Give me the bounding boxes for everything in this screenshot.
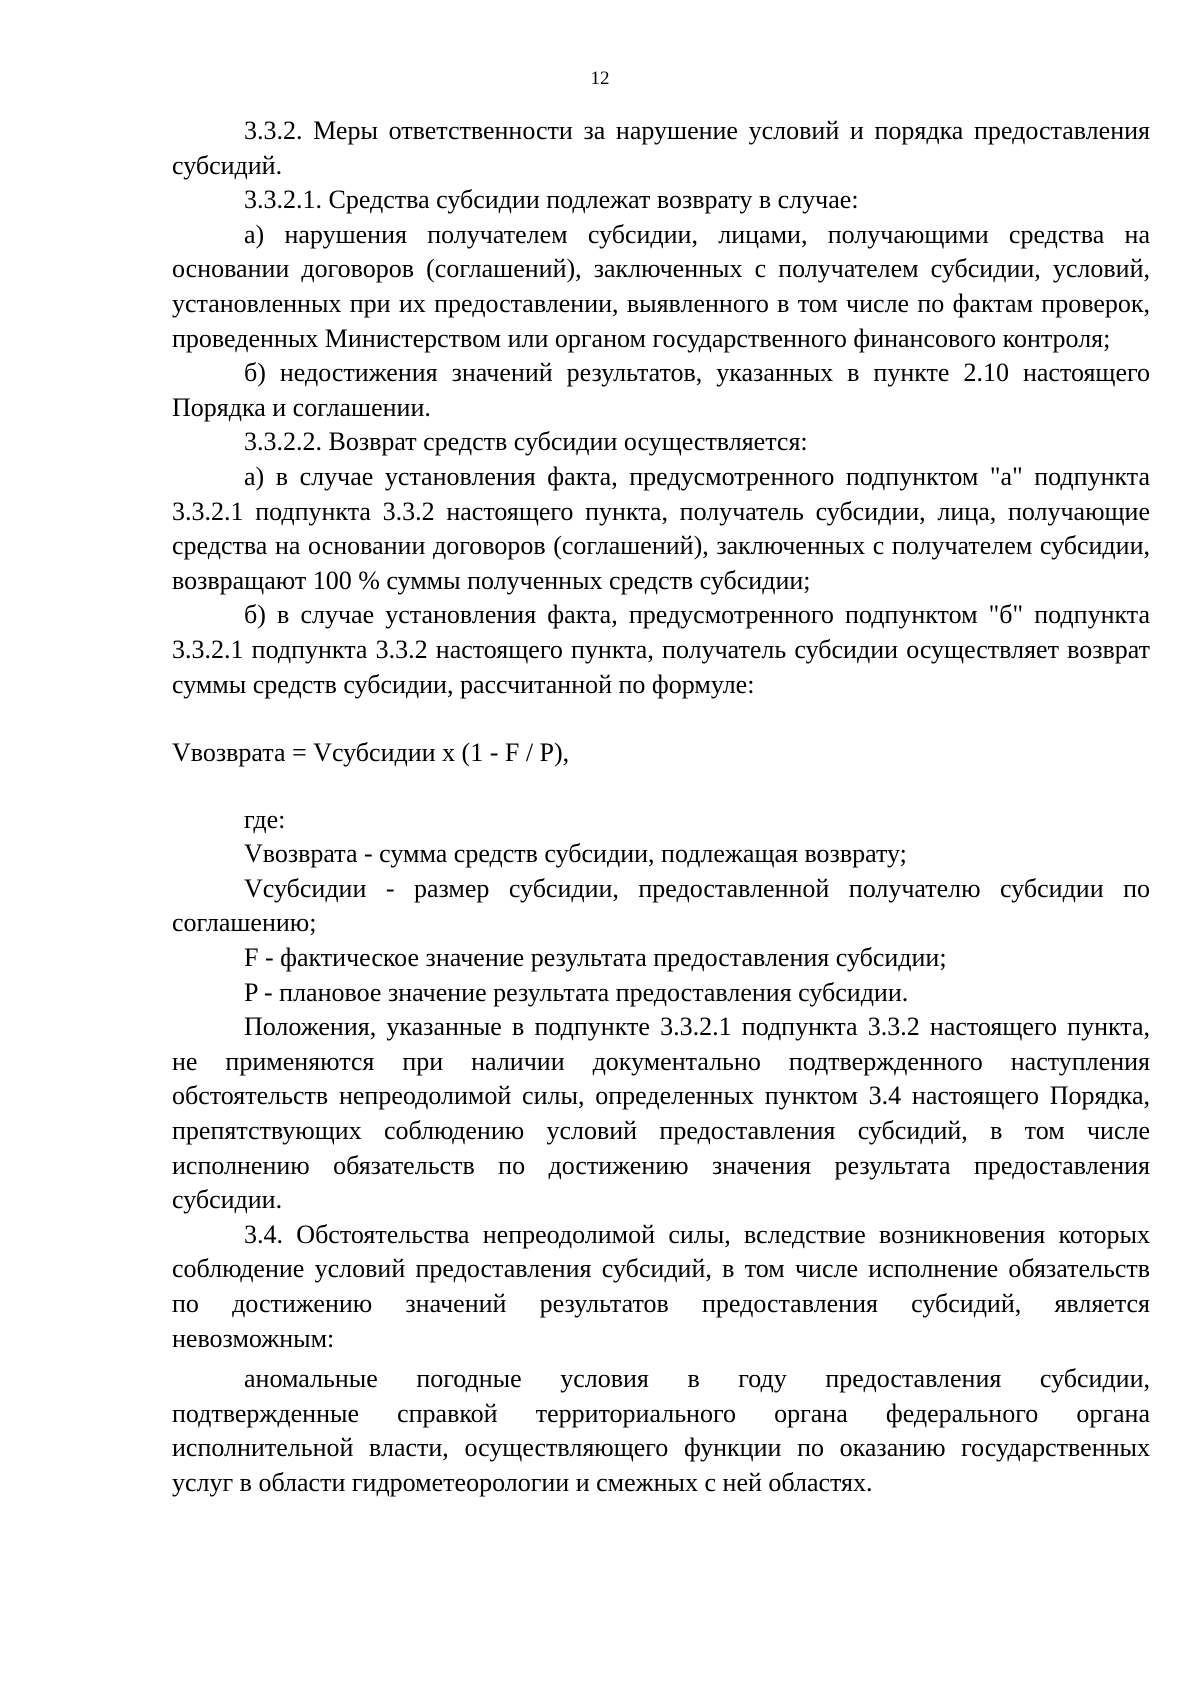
formula-def-f: F - фактическое значение результата предоставления субсидии; bbox=[244, 943, 947, 973]
formula-def-v-subsidy: Vсубсидии - размер субсидии, предоставленной получателю субсидии по соглашению; bbox=[172, 873, 1150, 938]
paragraph-force-majeure-exception: Положения, указанные в подпункте 3.3.2.1 подпункта 3.3.2 настоящего пункта, не применяются при наличии документально подтвержденного наступления обстоятельств непреодолимой силы, определенных пунктом 3.4 настоящего Порядка, препятствующих соблюдению условий предоставления субсидий, в том числе исполнению обязательств по достижению значения результата предоставления субсидии. bbox=[172, 1012, 1150, 1215]
paragraph-3-3-2-2-b: б) в случае установления факта, предусмотренного подпунктом "б" подпункта 3.3.2.1 подпункта 3.3.2 настоящего пункта, получатель субсидии осуществляет возврат суммы средств субсидии, рассчитанной по формуле: bbox=[172, 600, 1150, 699]
formula-def-v-refund: Vвозврата - сумма средств субсидии, подлежащая возврату; bbox=[244, 839, 907, 869]
paragraph-3-3-2-2: 3.3.2.2. Возврат средств субсидии осуществляется: bbox=[244, 427, 808, 457]
document-body bbox=[172, 114, 1150, 1501]
page-number: 12 bbox=[590, 68, 610, 89]
paragraph-3-3-2-1-a: а) нарушения получателем субсидии, лицами, получающими средства на основании договоров (соглашений), заключенных с получателем субсидии, условий, установленных при их предоставлении, выявленного в том числе по фактам проверок, проведенных Министерством или органом государственного финансового контроля; bbox=[172, 219, 1150, 353]
paragraph-3-4: 3.4. Обстоятельства непреодолимой силы, вследствие возникновения которых соблюдение условий предоставления субсидий, в том числе исполнение обязательств по достижению значений результатов предоставления субсидий, является невозможным: bbox=[172, 1219, 1150, 1353]
formula-def-p: P - плановое значение результата предоставления субсидии. bbox=[244, 977, 909, 1007]
paragraph-3-3-2-1-b: б) недостижения значений результатов, указанных в пункте 2.10 настоящего Порядка и соглашении. bbox=[172, 358, 1150, 422]
paragraph-3-3-2-1: 3.3.2.1. Средства субсидии подлежат возврату в случае: bbox=[244, 185, 859, 215]
refund-formula: Vвозврата = Vсубсидии x (1 - F / P), bbox=[172, 738, 570, 768]
paragraph-3-3-2-2-a: а) в случае установления факта, предусмотренного подпунктом "а" подпункта 3.3.2.1 подпункта 3.3.2 настоящего пункта, получатель субсидии, лица, получающие средства на основании договоров (соглашений), заключенных с получателем субсидии, возвращают 100 % суммы полученных средств субсидии; bbox=[172, 461, 1150, 595]
paragraph-3-3-2: 3.3.2. Меры ответственности за нарушение условий и порядка предоставления субсидий. bbox=[172, 116, 1150, 180]
paragraph-weather-conditions: аномальные погодные условия в году предоставления субсидии, подтвержденные справкой территориального органа федерального органа исполнительной власти, осуществляющего функции по оказанию государственных услуг в области гидрометеорологии и смежных с ней областях. bbox=[172, 1364, 1150, 1497]
formula-where: где: bbox=[244, 804, 286, 834]
